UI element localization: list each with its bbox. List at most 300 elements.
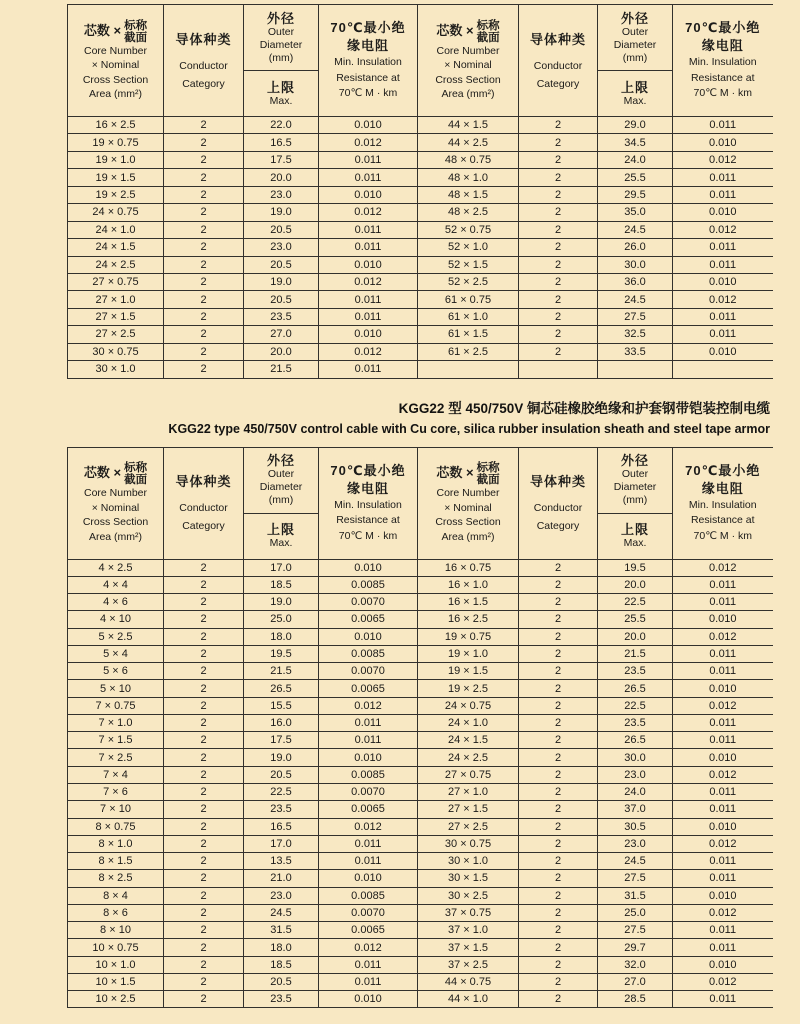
cell-outer-diameter: 20.5 — [244, 221, 319, 238]
cell-outer-diameter: 23.5 — [244, 991, 319, 1008]
cell-outer-diameter: 31.5 — [244, 922, 319, 939]
table-row — [68, 991, 773, 1008]
cell-core-number: 27 × 2.5 — [68, 326, 164, 343]
table-row — [68, 291, 773, 308]
cell-core-number: 4 × 6 — [68, 594, 164, 611]
cell-outer-diameter: 24.5 — [598, 291, 673, 308]
cell-core-number: 27 × 1.0 — [418, 784, 519, 801]
cell-conductor-category: 2 — [164, 697, 244, 714]
cell-conductor-category: 2 — [164, 594, 244, 611]
cell-insulation-resistance: 0.010 — [673, 818, 773, 835]
table-row — [68, 326, 773, 343]
table-row — [68, 169, 773, 186]
cell-conductor-category: 2 — [164, 611, 244, 628]
cell-insulation-resistance: 0.010 — [319, 749, 418, 766]
cell-outer-diameter: 25.0 — [598, 904, 673, 921]
cell-core-number: 27 × 2.5 — [418, 818, 519, 835]
table-row — [68, 151, 773, 168]
cell-conductor-category: 2 — [164, 343, 244, 360]
cell-insulation-resistance: 0.011 — [319, 956, 418, 973]
cell-outer-diameter: 27.5 — [598, 922, 673, 939]
catalog-page — [0, 4, 800, 1024]
cell-outer-diameter: 16.5 — [244, 818, 319, 835]
cell-conductor-category: 2 — [519, 117, 598, 134]
cell-core-number: 10 × 1.5 — [68, 973, 164, 990]
cell-outer-diameter: 26.0 — [598, 239, 673, 256]
cell-insulation-resistance: 0.011 — [673, 714, 773, 731]
table-row — [68, 835, 773, 852]
cell-insulation-resistance: 0.0085 — [319, 887, 418, 904]
cell-outer-diameter: 20.0 — [598, 576, 673, 593]
cell-conductor-category: 2 — [164, 576, 244, 593]
cell-conductor-category: 2 — [519, 576, 598, 593]
cell-insulation-resistance: 0.010 — [673, 204, 773, 221]
header-core-number: 芯数 × 标称 截面 Core Number × Nominal Cross Section Area (mm²) — [68, 447, 164, 559]
cell-outer-diameter: 22.5 — [244, 784, 319, 801]
cell-core-number: 37 × 0.75 — [418, 904, 519, 921]
cell-core-number: 24 × 1.0 — [68, 221, 164, 238]
cell-insulation-resistance: 0.011 — [319, 714, 418, 731]
cell-outer-diameter: 23.5 — [598, 714, 673, 731]
cell-core-number: 8 × 1.5 — [68, 853, 164, 870]
table-row — [68, 973, 773, 990]
cell-insulation-resistance: 0.012 — [319, 134, 418, 151]
cell-core-number: 52 × 0.75 — [418, 221, 519, 238]
header-outer-diameter: 外径 Outer Diameter (mm) — [598, 5, 673, 71]
cell-conductor-category: 2 — [164, 956, 244, 973]
cell-core-number: 5 × 10 — [68, 680, 164, 697]
cell-insulation-resistance: 0.010 — [673, 680, 773, 697]
cell-outer-diameter: 22.5 — [598, 594, 673, 611]
table-row — [68, 273, 773, 290]
table-row — [68, 766, 773, 783]
header-core-number-zh: 芯数 × 标称 截面 — [436, 462, 500, 487]
cell-insulation-resistance: 0.011 — [319, 239, 418, 256]
cell-conductor-category: 2 — [164, 256, 244, 273]
header-core-number: 芯数 × 标称 截面 Core Number × Nominal Cross Section Area (mm²) — [418, 447, 519, 559]
cell-insulation-resistance: 0.011 — [673, 186, 773, 203]
cell-insulation-resistance: 0.0070 — [319, 594, 418, 611]
cell-conductor-category: 2 — [519, 801, 598, 818]
cell-outer-diameter: 17.5 — [244, 151, 319, 168]
cell-outer-diameter: 24.0 — [598, 784, 673, 801]
cell-conductor-category: 2 — [519, 680, 598, 697]
cell-conductor-category: 2 — [519, 594, 598, 611]
cell-core-number: 61 × 1.0 — [418, 308, 519, 325]
cell-core-number: 8 × 4 — [68, 887, 164, 904]
cell-outer-diameter: 37.0 — [598, 801, 673, 818]
header-insulation-resistance: 70℃最小绝 缘电阻 Min. Insulation Resistance at 70℃ M · km — [319, 447, 418, 559]
cell-insulation-resistance: 0.011 — [673, 870, 773, 887]
cell-conductor-category: 2 — [164, 749, 244, 766]
cell-insulation-resistance: 0.0065 — [319, 922, 418, 939]
cell-insulation-resistance: 0.0085 — [319, 645, 418, 662]
cell-outer-diameter: 30.5 — [598, 818, 673, 835]
section-title-zh: KGG22 型 450/750V 铜芯硅橡胶绝缘和护套钢带铠装控制电缆 — [398, 400, 770, 416]
cell-outer-diameter: 30.0 — [598, 749, 673, 766]
cell-insulation-resistance: 0.010 — [673, 134, 773, 151]
table-row — [68, 697, 773, 714]
cell-conductor-category: 2 — [519, 784, 598, 801]
cell-insulation-resistance: 0.012 — [673, 221, 773, 238]
cell-outer-diameter: 27.0 — [598, 973, 673, 990]
cell-insulation-resistance: 0.011 — [673, 784, 773, 801]
cell-core-number: 10 × 1.0 — [68, 956, 164, 973]
cell-insulation-resistance: 0.011 — [673, 594, 773, 611]
table-row — [68, 594, 773, 611]
cell-conductor-category: 2 — [164, 628, 244, 645]
cell-outer-diameter: 21.5 — [598, 645, 673, 662]
cell-insulation-resistance: 0.0070 — [319, 904, 418, 921]
table-row — [68, 134, 773, 151]
cell-insulation-resistance: 0.0065 — [319, 801, 418, 818]
cell-insulation-resistance: 0.011 — [673, 169, 773, 186]
cell-conductor-category: 2 — [164, 326, 244, 343]
cell-core-number: 19 × 1.0 — [418, 645, 519, 662]
table-row — [68, 870, 773, 887]
cell-conductor-category: 2 — [164, 117, 244, 134]
cell-outer-diameter: 35.0 — [598, 204, 673, 221]
cell-conductor-category: 2 — [519, 343, 598, 360]
cell-core-number: 52 × 1.5 — [418, 256, 519, 273]
header-conductor-category: 导体种类 Conductor Category — [519, 447, 598, 559]
cell-outer-diameter: 26.5 — [244, 680, 319, 697]
cell-insulation-resistance: 0.012 — [673, 697, 773, 714]
cell-conductor-category: 2 — [519, 663, 598, 680]
cell-conductor-category: 2 — [164, 663, 244, 680]
cell-core-number: 30 × 2.5 — [418, 887, 519, 904]
cell-outer-diameter: 18.0 — [244, 939, 319, 956]
table-row — [68, 939, 773, 956]
cell-insulation-resistance: 0.0085 — [319, 766, 418, 783]
cell-core-number: 19 × 0.75 — [418, 628, 519, 645]
header-core-number-zh: 芯数 × 标称 截面 — [83, 462, 148, 487]
cell-outer-diameter: 36.0 — [598, 273, 673, 290]
cell-outer-diameter: 24.0 — [598, 151, 673, 168]
table-row — [68, 887, 773, 904]
cell-outer-diameter: 22.0 — [244, 117, 319, 134]
cell-insulation-resistance: 0.010 — [673, 956, 773, 973]
cell-outer-diameter: 23.0 — [598, 835, 673, 852]
cell-conductor-category — [519, 361, 598, 378]
cell-core-number: 48 × 1.0 — [418, 169, 519, 186]
cell-insulation-resistance: 0.011 — [673, 256, 773, 273]
cell-conductor-category: 2 — [164, 887, 244, 904]
cell-core-number: 52 × 1.0 — [418, 239, 519, 256]
cell-conductor-category: 2 — [519, 697, 598, 714]
cell-conductor-category: 2 — [519, 559, 598, 576]
cell-conductor-category: 2 — [164, 732, 244, 749]
cell-conductor-category: 2 — [519, 611, 598, 628]
cell-core-number: 27 × 1.0 — [68, 291, 164, 308]
cell-core-number: 44 × 2.5 — [418, 134, 519, 151]
cell-outer-diameter: 16.0 — [244, 714, 319, 731]
cell-conductor-category: 2 — [519, 870, 598, 887]
table-row — [68, 922, 773, 939]
cell-core-number: 4 × 2.5 — [68, 559, 164, 576]
cell-outer-diameter: 27.0 — [244, 326, 319, 343]
spec-table-lower — [67, 447, 773, 1009]
cell-insulation-resistance: 0.012 — [673, 291, 773, 308]
cell-outer-diameter: 16.5 — [244, 134, 319, 151]
header-outer-diameter: 外径 Outer Diameter (mm) — [244, 5, 319, 71]
header-od-max: 上限 Max. — [244, 513, 319, 559]
header-od-max: 上限 Max. — [244, 71, 319, 117]
cell-outer-diameter: 25.0 — [244, 611, 319, 628]
cell-conductor-category: 2 — [519, 239, 598, 256]
cell-conductor-category: 2 — [519, 766, 598, 783]
cell-conductor-category: 2 — [519, 939, 598, 956]
cell-outer-diameter: 18.0 — [244, 628, 319, 645]
cell-conductor-category: 2 — [519, 151, 598, 168]
cell-conductor-category: 2 — [519, 256, 598, 273]
cell-conductor-category: 2 — [519, 291, 598, 308]
cell-insulation-resistance: 0.010 — [673, 887, 773, 904]
cell-insulation-resistance: 0.011 — [673, 117, 773, 134]
table-row — [68, 714, 773, 731]
cell-outer-diameter: 20.0 — [244, 169, 319, 186]
cell-insulation-resistance: 0.010 — [673, 611, 773, 628]
cell-core-number: 4 × 10 — [68, 611, 164, 628]
section-title-en: KGG22 type 450/750V control cable with Cu core, silica rubber insulation sheath and steel tape armor — [168, 421, 770, 436]
cell-core-number: 27 × 1.5 — [418, 801, 519, 818]
cell-core-number: 19 × 2.5 — [68, 186, 164, 203]
cell-core-number: 61 × 1.5 — [418, 326, 519, 343]
header-insulation-resistance: 70℃最小绝 缘电阻 Min. Insulation Resistance at 70℃ M · km — [673, 5, 773, 117]
cell-insulation-resistance: 0.011 — [319, 221, 418, 238]
cell-outer-diameter: 21.0 — [244, 870, 319, 887]
cell-insulation-resistance: 0.012 — [319, 818, 418, 835]
table-row — [68, 818, 773, 835]
spec-table-lower-header — [68, 447, 773, 559]
table-row — [68, 663, 773, 680]
cell-outer-diameter: 13.5 — [244, 853, 319, 870]
cell-insulation-resistance: 0.012 — [319, 697, 418, 714]
cell-insulation-resistance: 0.010 — [319, 326, 418, 343]
cell-insulation-resistance: 0.010 — [673, 273, 773, 290]
cell-outer-diameter: 29.7 — [598, 939, 673, 956]
cell-outer-diameter — [598, 361, 673, 378]
cell-conductor-category: 2 — [164, 853, 244, 870]
cell-conductor-category: 2 — [519, 645, 598, 662]
cell-conductor-category: 2 — [519, 169, 598, 186]
cell-insulation-resistance: 0.011 — [319, 291, 418, 308]
cell-core-number: 10 × 0.75 — [68, 939, 164, 956]
cell-conductor-category: 2 — [519, 273, 598, 290]
cell-insulation-resistance — [673, 361, 773, 378]
cell-core-number: 7 × 10 — [68, 801, 164, 818]
header-outer-diameter: 外径 Outer Diameter (mm) — [244, 447, 319, 513]
cell-core-number: 4 × 4 — [68, 576, 164, 593]
table-row — [68, 853, 773, 870]
cell-core-number: 44 × 1.5 — [418, 117, 519, 134]
cell-core-number: 19 × 1.5 — [68, 169, 164, 186]
cell-outer-diameter: 23.0 — [244, 239, 319, 256]
cell-core-number: 30 × 0.75 — [418, 835, 519, 852]
cell-core-number: 48 × 2.5 — [418, 204, 519, 221]
header-core-number-zh: 芯数 × 标称 截面 — [83, 19, 148, 44]
table-row — [68, 308, 773, 325]
table-row — [68, 645, 773, 662]
cell-core-number: 7 × 6 — [68, 784, 164, 801]
cell-core-number: 19 × 1.5 — [418, 663, 519, 680]
cell-outer-diameter: 27.5 — [598, 308, 673, 325]
cell-core-number: 8 × 1.0 — [68, 835, 164, 852]
cell-outer-diameter: 33.5 — [598, 343, 673, 360]
cell-conductor-category: 2 — [519, 956, 598, 973]
cell-insulation-resistance: 0.010 — [319, 559, 418, 576]
cell-insulation-resistance: 0.011 — [673, 939, 773, 956]
cell-core-number: 27 × 1.5 — [68, 308, 164, 325]
cell-conductor-category: 2 — [519, 818, 598, 835]
table-row — [68, 239, 773, 256]
cell-core-number: 16 × 2.5 — [68, 117, 164, 134]
cell-outer-diameter: 20.5 — [244, 973, 319, 990]
cell-core-number: 27 × 0.75 — [68, 273, 164, 290]
header-conductor-category: 导体种类 Conductor Category — [164, 5, 244, 117]
cell-conductor-category: 2 — [519, 853, 598, 870]
cell-core-number: 5 × 6 — [68, 663, 164, 680]
cell-outer-diameter: 23.0 — [244, 887, 319, 904]
cell-outer-diameter: 30.0 — [598, 256, 673, 273]
cell-core-number: 30 × 1.5 — [418, 870, 519, 887]
cell-outer-diameter: 17.0 — [244, 559, 319, 576]
cell-outer-diameter: 20.5 — [244, 766, 319, 783]
cell-insulation-resistance: 0.011 — [673, 663, 773, 680]
cell-conductor-category: 2 — [164, 151, 244, 168]
table-row — [68, 749, 773, 766]
cell-outer-diameter: 26.5 — [598, 732, 673, 749]
cell-insulation-resistance: 0.011 — [319, 361, 418, 378]
cell-conductor-category: 2 — [164, 784, 244, 801]
cell-insulation-resistance: 0.012 — [673, 835, 773, 852]
cell-conductor-category: 2 — [164, 922, 244, 939]
cell-core-number — [418, 361, 519, 378]
cell-core-number: 30 × 0.75 — [68, 343, 164, 360]
cell-insulation-resistance: 0.010 — [319, 186, 418, 203]
cell-core-number: 44 × 0.75 — [418, 973, 519, 990]
cell-core-number: 24 × 1.5 — [68, 239, 164, 256]
cell-insulation-resistance: 0.011 — [319, 853, 418, 870]
cell-outer-diameter: 19.0 — [244, 273, 319, 290]
cell-insulation-resistance: 0.011 — [673, 326, 773, 343]
table-row — [68, 628, 773, 645]
cell-insulation-resistance: 0.011 — [319, 732, 418, 749]
cell-insulation-resistance: 0.012 — [673, 973, 773, 990]
cell-insulation-resistance: 0.010 — [673, 749, 773, 766]
cell-core-number: 7 × 4 — [68, 766, 164, 783]
cell-conductor-category: 2 — [519, 186, 598, 203]
cell-insulation-resistance: 0.010 — [673, 343, 773, 360]
cell-outer-diameter: 23.5 — [598, 663, 673, 680]
cell-outer-diameter: 21.5 — [244, 663, 319, 680]
cell-conductor-category: 2 — [164, 186, 244, 203]
cell-core-number: 16 × 2.5 — [418, 611, 519, 628]
cell-conductor-category: 2 — [519, 221, 598, 238]
cell-insulation-resistance: 0.0065 — [319, 680, 418, 697]
cell-core-number: 19 × 1.0 — [68, 151, 164, 168]
cell-core-number: 37 × 1.5 — [418, 939, 519, 956]
table-row — [68, 611, 773, 628]
cell-core-number: 7 × 0.75 — [68, 697, 164, 714]
cell-insulation-resistance: 0.0070 — [319, 784, 418, 801]
cell-conductor-category: 2 — [519, 922, 598, 939]
cell-outer-diameter: 20.0 — [598, 628, 673, 645]
table-row — [68, 904, 773, 921]
cell-core-number: 7 × 1.5 — [68, 732, 164, 749]
cell-outer-diameter: 25.5 — [598, 611, 673, 628]
header-conductor-category: 导体种类 Conductor Category — [164, 447, 244, 559]
cell-core-number: 24 × 0.75 — [418, 697, 519, 714]
cell-conductor-category: 2 — [519, 991, 598, 1008]
cell-outer-diameter: 23.5 — [244, 801, 319, 818]
cell-core-number: 19 × 0.75 — [68, 134, 164, 151]
cell-conductor-category: 2 — [164, 991, 244, 1008]
table-row — [68, 361, 773, 378]
cell-core-number: 24 × 1.0 — [418, 714, 519, 731]
cell-core-number: 30 × 1.0 — [418, 853, 519, 870]
cell-outer-diameter: 23.0 — [598, 766, 673, 783]
cell-conductor-category: 2 — [519, 204, 598, 221]
cell-outer-diameter: 23.0 — [244, 186, 319, 203]
cell-conductor-category: 2 — [519, 749, 598, 766]
cell-outer-diameter: 22.5 — [598, 697, 673, 714]
cell-core-number: 61 × 0.75 — [418, 291, 519, 308]
cell-outer-diameter: 15.5 — [244, 697, 319, 714]
spec-table-lower-body — [68, 559, 773, 1008]
cell-core-number: 5 × 2.5 — [68, 628, 164, 645]
cell-outer-diameter: 32.0 — [598, 956, 673, 973]
cell-insulation-resistance: 0.0065 — [319, 611, 418, 628]
cell-insulation-resistance: 0.010 — [319, 117, 418, 134]
cell-conductor-category: 2 — [164, 204, 244, 221]
cell-outer-diameter: 32.5 — [598, 326, 673, 343]
cell-insulation-resistance: 0.0070 — [319, 663, 418, 680]
cell-conductor-category: 2 — [519, 628, 598, 645]
cell-conductor-category: 2 — [164, 818, 244, 835]
cell-conductor-category: 2 — [164, 361, 244, 378]
cell-outer-diameter: 31.5 — [598, 887, 673, 904]
cell-outer-diameter: 29.0 — [598, 117, 673, 134]
header-od-max: 上限 Max. — [598, 71, 673, 117]
cell-core-number: 10 × 2.5 — [68, 991, 164, 1008]
header-od-max: 上限 Max. — [598, 513, 673, 559]
cell-insulation-resistance: 0.011 — [319, 835, 418, 852]
cell-core-number: 8 × 10 — [68, 922, 164, 939]
cell-core-number: 16 × 1.5 — [418, 594, 519, 611]
cell-insulation-resistance: 0.011 — [673, 645, 773, 662]
cell-outer-diameter: 19.5 — [244, 645, 319, 662]
cell-insulation-resistance: 0.011 — [319, 169, 418, 186]
cell-insulation-resistance: 0.012 — [673, 904, 773, 921]
cell-outer-diameter: 20.5 — [244, 256, 319, 273]
cell-outer-diameter: 27.5 — [598, 870, 673, 887]
cell-outer-diameter: 19.0 — [244, 749, 319, 766]
cell-core-number: 7 × 2.5 — [68, 749, 164, 766]
cell-insulation-resistance: 0.010 — [319, 628, 418, 645]
cell-outer-diameter: 24.5 — [244, 904, 319, 921]
cell-core-number: 19 × 2.5 — [418, 680, 519, 697]
cell-conductor-category: 2 — [164, 870, 244, 887]
spec-table-upper-body — [68, 117, 773, 379]
cell-conductor-category: 2 — [164, 766, 244, 783]
cell-core-number: 37 × 2.5 — [418, 956, 519, 973]
cell-conductor-category: 2 — [164, 169, 244, 186]
cell-core-number: 24 × 0.75 — [68, 204, 164, 221]
cell-conductor-category: 2 — [519, 714, 598, 731]
cell-insulation-resistance: 0.012 — [673, 766, 773, 783]
header-outer-diameter: 外径 Outer Diameter (mm) — [598, 447, 673, 513]
